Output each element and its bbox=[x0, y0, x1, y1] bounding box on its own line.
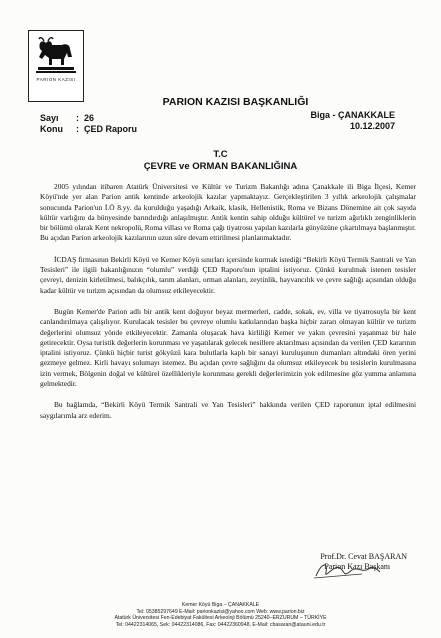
signatory-title: Parion Kazı Başkanı bbox=[324, 562, 391, 571]
meta-value: 26 bbox=[84, 113, 95, 123]
signature-block bbox=[320, 552, 407, 572]
footer-line: Tel: 05385297649 E-Mail: parionkazisi@yahoo.com Web: www.parion.biz bbox=[136, 608, 305, 615]
body-paragraph: İCDAŞ firmasının Bekirli Köyü ve Kemer Köyü sınırları içersinde kurmak istediği “Bekirli Köyü Termik Santrali ve Yan Tesisleri” ile ilgili bakanlığınızın “olumlu” verdiği ÇED Raporu'nun iptalini istiyoruz. Çünkü kurulmak istenen tesisler çevreyi, denizin kirletilmesi, balıkçılık, tarım alanları, orman alanları, zeytinlik, hayvancılık ve çevre sağlığı açısından olduğu kadar kültür ve turizm açısından da olumsuz etkileyecektir. bbox=[40, 254, 416, 295]
meta-colon: : bbox=[76, 124, 79, 134]
letter-footer bbox=[0, 602, 441, 628]
recipient-line-2: ÇEVRE ve ORMAN BAKANLIĞINA bbox=[143, 161, 298, 172]
parion-logo bbox=[28, 30, 84, 102]
meta-label: Sayı bbox=[40, 113, 59, 123]
logo-caption: PARION KAZISI bbox=[36, 77, 76, 82]
organization-title: PARION KAZISI BAŞKANLIĞI bbox=[162, 96, 309, 108]
bull-emblem-icon bbox=[34, 35, 78, 75]
letter-meta bbox=[40, 113, 137, 135]
meta-value: ÇED Raporu bbox=[84, 124, 138, 134]
footer-line: Kemer Köyü Biga – ÇANAKKALE bbox=[181, 602, 260, 608]
date-line: 10.12.2007 bbox=[349, 121, 395, 131]
letter-body bbox=[40, 182, 416, 421]
footer-line: Atatürk Üniversitesi Fen-Edebiyat Fakültesi Arkeoloji Bölümü 25240–ERZURUM – TÜRKİYE bbox=[114, 615, 327, 622]
body-paragraph: 2005 yılından itibaren Atatürk Üniversitesi ve Kültür ve Turizm Bakanlığı adına Çanakkale ili Biga İlçesi, Kemer Köyü'nde yer alan Parion antik kentinde arkeolojik kazılar yapmaktayız. Gerçekleştirilen 3 yıllık arkeolojik çalışmalar sonucunda Parion'un İ.Ö 8.yy. da kurulduğu yaşadığı Arkaik, klasik, Hellenistik, Roma ve Bizans Dönemine ait çok sayıda kültür varlığını da bünyesinde barındırdığı anlaşılmıştır. Antik kentin sahip olduğu kültürel ve turizm ağırlıklı zenginliklerin bir bölümü olarak Kent nekropolü, Roma villası ve Roma çağı tiyatrosu yapılan kazılarla günyüzüne çıkartılmaya başlanmıştır. Bu açıdan Parion arkeolojik kazılarının uzun süre devam ettirilmesi planlanmaktadır. bbox=[40, 182, 416, 243]
meta-row-subject bbox=[40, 124, 137, 135]
recipient-block bbox=[0, 149, 441, 173]
recipient-line-1: T.C bbox=[213, 149, 228, 160]
meta-row-number bbox=[40, 113, 137, 124]
body-paragraph: Bu bağlamda, “Bekirli Köyü Termik Santrali ve Yan Tesisleri” hakkında verilen ÇED raporunun iptal edilmesini saygılarımla arz ederim. bbox=[40, 400, 416, 420]
place-line: Biga - ÇANAKKALE bbox=[310, 110, 395, 120]
meta-label: Konu bbox=[40, 124, 63, 134]
footer-line: Tel: 04422314065, Sek: 04422314086, Fax: 04422360948, E-Mail: cbasaran@atauni.edu.tr bbox=[115, 621, 326, 628]
handwritten-signature-icon bbox=[312, 558, 382, 582]
meta-colon: : bbox=[76, 113, 79, 123]
body-paragraph: Bugün Kemer'de Parion adlı bir antik kent doğuyor beyaz mermerleri, cadde, sokak, ev, villa ve tiyatrosuyla bir kent canlandırılmaya çalışılıyor. Kurulacak tesisler bu çevreye olumlu katkılarından başka hiçbir zararı olmayan kültür ve turizm değerlerini olumsuz yönde etkileyecektir. Zamanla oluşacak hava kirliliği Kemer ve yakın çevresini yaşanmaz bir hale getirecektir. Oysa turistik değerlerin korunması ve yaşatılarak gelecek nesillere aktarılması açısından da verilen ÇED kararının iptalini istiyoruz. Çünkü hiçbir turist gökyüzü kara bulutlarla kaplı bir sanayi kuruluşunun dumanları altındaki ören yerini gezmeye gelmez. Kirli havayı solumayı istemez. Bu açıdan çevre sağlığını da olumsuz etkileyecek bu tesislerin kurulmasına izin vermek, Bölgenin doğal ve kültürel özellikleriyle korunması gerekli değerlerimizin yok edilmesine göz yumma anlamına gelmektedir. bbox=[40, 306, 416, 389]
signatory-name: Prof.Dr. Cevat BAŞARAN bbox=[320, 552, 407, 561]
